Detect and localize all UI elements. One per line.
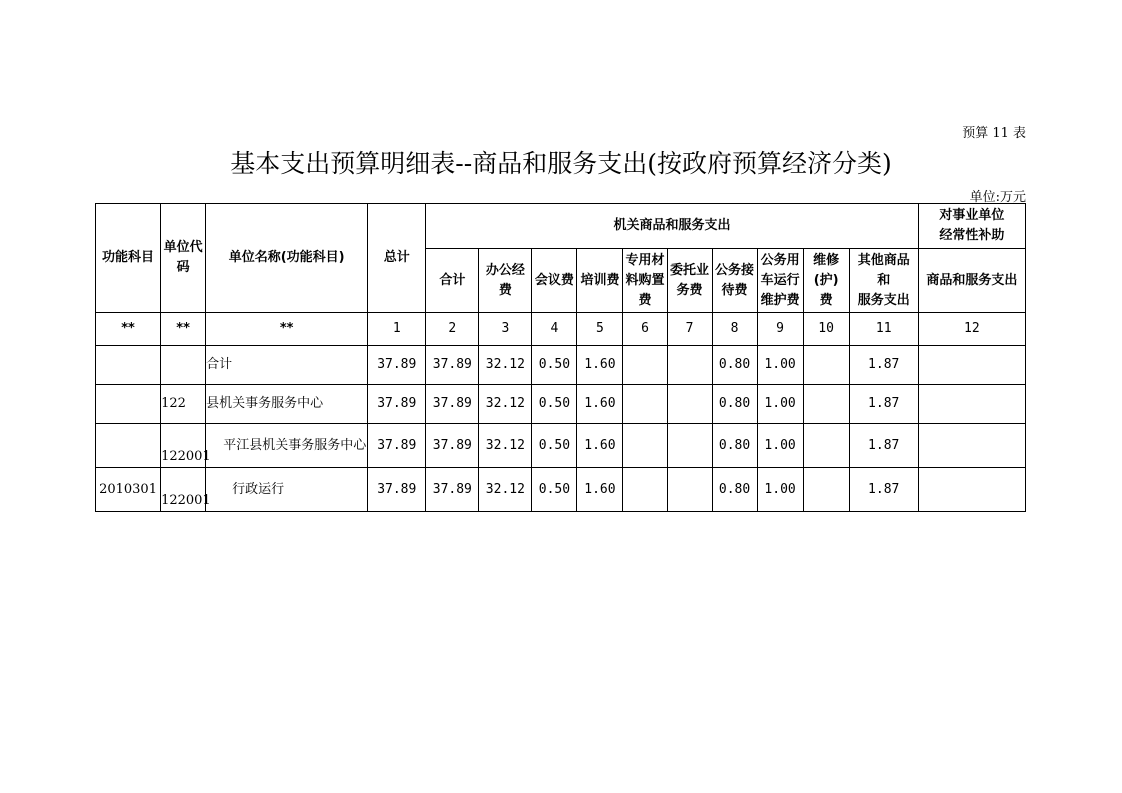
reception-cell: 0.80 [712, 346, 757, 385]
subsidy-cell [918, 346, 1025, 385]
meeting-cell: 0.50 [532, 468, 577, 512]
table-row [96, 385, 1026, 424]
header-office [479, 249, 532, 313]
material-cell [623, 385, 667, 424]
header-repair-line2: (护) [813, 272, 839, 288]
budget-table [95, 203, 1026, 512]
header-repair [803, 249, 849, 313]
index-cell: ** [96, 313, 161, 346]
meeting-cell: 0.50 [532, 424, 577, 468]
unit-code-cell: 122001 [161, 424, 206, 468]
header-training: 培训费 [577, 249, 623, 313]
header-other-line2: 服务支出 [857, 292, 910, 308]
header-func-subject: 功能科目 [96, 204, 161, 313]
material-cell [623, 424, 667, 468]
header-gov-goods-services: 机关商品和服务支出 [426, 204, 918, 249]
training-cell: 1.60 [577, 346, 623, 385]
header-repair-line3: 费 [819, 292, 833, 308]
index-cell: 1 [368, 313, 426, 346]
index-cell: 4 [532, 313, 577, 346]
entrusted-cell [667, 385, 712, 424]
header-material-line3: 费 [638, 292, 652, 308]
other-cell: 1.87 [849, 424, 918, 468]
header-unit-code-line1: 单位代 [163, 240, 203, 255]
material-cell [623, 468, 667, 512]
other-cell: 1.87 [849, 346, 918, 385]
header-material [623, 249, 667, 313]
unit-name-cell: 行政运行 [206, 468, 368, 512]
index-cell: ** [206, 313, 368, 346]
subsidy-cell [918, 468, 1025, 512]
header-material-line1: 专用材 [625, 252, 665, 268]
header-office-line1: 办公经 [485, 262, 525, 278]
header-total: 总计 [368, 204, 426, 313]
header-entrusted-line2: 务费 [676, 282, 703, 298]
total-cell: 37.89 [368, 385, 426, 424]
reception-cell: 0.80 [712, 424, 757, 468]
repair-cell [803, 346, 849, 385]
unit-name-cell: 平江县机关事务服务中心 [206, 424, 368, 468]
unit-code-cell [161, 346, 206, 385]
header-vehicle-line3: 维护费 [760, 292, 800, 308]
sum-cell: 37.89 [426, 468, 479, 512]
header-other [849, 249, 918, 313]
unit-code-cell: 122 [161, 385, 206, 424]
meeting-cell: 0.50 [532, 385, 577, 424]
header-unit-name: 单位名称(功能科目) [206, 204, 368, 313]
training-cell: 1.60 [577, 424, 623, 468]
vehicle-cell: 1.00 [757, 468, 803, 512]
index-cell: ** [161, 313, 206, 346]
training-cell: 1.60 [577, 468, 623, 512]
func-subject-cell [96, 385, 161, 424]
func-subject-cell: 2010301 [96, 468, 161, 512]
total-cell: 37.89 [368, 468, 426, 512]
vehicle-cell: 1.00 [757, 385, 803, 424]
header-subsidy-line2: 经常性补助 [939, 228, 1005, 243]
office-cell: 32.12 [479, 385, 532, 424]
page-title: 基本支出预算明细表--商品和服务支出(按政府预算经济分类) [230, 149, 892, 178]
header-sum: 合计 [426, 249, 479, 313]
other-cell: 1.87 [849, 468, 918, 512]
index-cell: 10 [803, 313, 849, 346]
subsidy-cell [918, 424, 1025, 468]
header-other-line1: 其他商品和 [857, 252, 910, 288]
sum-cell: 37.89 [426, 424, 479, 468]
table-row [96, 424, 1026, 468]
index-cell: 11 [849, 313, 918, 346]
header-material-line2: 料购置 [625, 272, 665, 288]
total-cell: 37.89 [368, 424, 426, 468]
reception-cell: 0.80 [712, 385, 757, 424]
header-subsidy-goods: 商品和服务支出 [918, 249, 1025, 313]
header-subsidy-line1: 对事业单位 [939, 208, 1005, 223]
training-cell: 1.60 [577, 385, 623, 424]
unit-name-cell: 合计 [206, 346, 368, 385]
entrusted-cell [667, 424, 712, 468]
entrusted-cell [667, 468, 712, 512]
header-vehicle-line1: 公务用 [760, 252, 800, 268]
index-cell: 12 [918, 313, 1025, 346]
table-row [96, 346, 1026, 385]
header-reception-line2: 待费 [721, 282, 748, 298]
sum-cell: 37.89 [426, 385, 479, 424]
unit-name-cell: 县机关事务服务中心 [206, 385, 368, 424]
header-office-line2: 费 [498, 282, 512, 298]
header-meeting: 会议费 [532, 249, 577, 313]
index-cell: 6 [623, 313, 667, 346]
index-cell: 9 [757, 313, 803, 346]
material-cell [623, 346, 667, 385]
header-unit-code [161, 204, 206, 313]
header-repair-line1: 维修 [813, 252, 840, 268]
index-cell: 7 [667, 313, 712, 346]
repair-cell [803, 385, 849, 424]
index-cell: 2 [426, 313, 479, 346]
index-row [96, 313, 1026, 346]
index-cell: 3 [479, 313, 532, 346]
meeting-cell: 0.50 [532, 346, 577, 385]
vehicle-cell: 1.00 [757, 346, 803, 385]
office-cell: 32.12 [479, 424, 532, 468]
vehicle-cell: 1.00 [757, 424, 803, 468]
total-cell: 37.89 [368, 346, 426, 385]
office-cell: 32.12 [479, 346, 532, 385]
reception-cell: 0.80 [712, 468, 757, 512]
header-reception [712, 249, 757, 313]
header-vehicle [757, 249, 803, 313]
func-subject-cell [96, 346, 161, 385]
header-row-1 [96, 204, 1026, 249]
header-reception-line1: 公务接 [715, 262, 755, 278]
header-entrusted [667, 249, 712, 313]
office-cell: 32.12 [479, 468, 532, 512]
unit-code-cell: 122001 [161, 468, 206, 512]
table-row [96, 468, 1026, 512]
header-unit-code-line2: 码 [176, 260, 190, 275]
entrusted-cell [667, 346, 712, 385]
header-entrusted-line1: 委托业 [670, 262, 710, 278]
repair-cell [803, 424, 849, 468]
other-cell: 1.87 [849, 385, 918, 424]
func-subject-cell [96, 424, 161, 468]
unit-label: 单位:万元 [969, 190, 1026, 205]
header-vehicle-line2: 车运行 [760, 272, 800, 288]
header-institution-subsidy [918, 204, 1025, 249]
repair-cell [803, 468, 849, 512]
form-number: 预算 11 表 [962, 126, 1026, 141]
index-cell: 5 [577, 313, 623, 346]
sum-cell: 37.89 [426, 346, 479, 385]
subsidy-cell [918, 385, 1025, 424]
index-cell: 8 [712, 313, 757, 346]
